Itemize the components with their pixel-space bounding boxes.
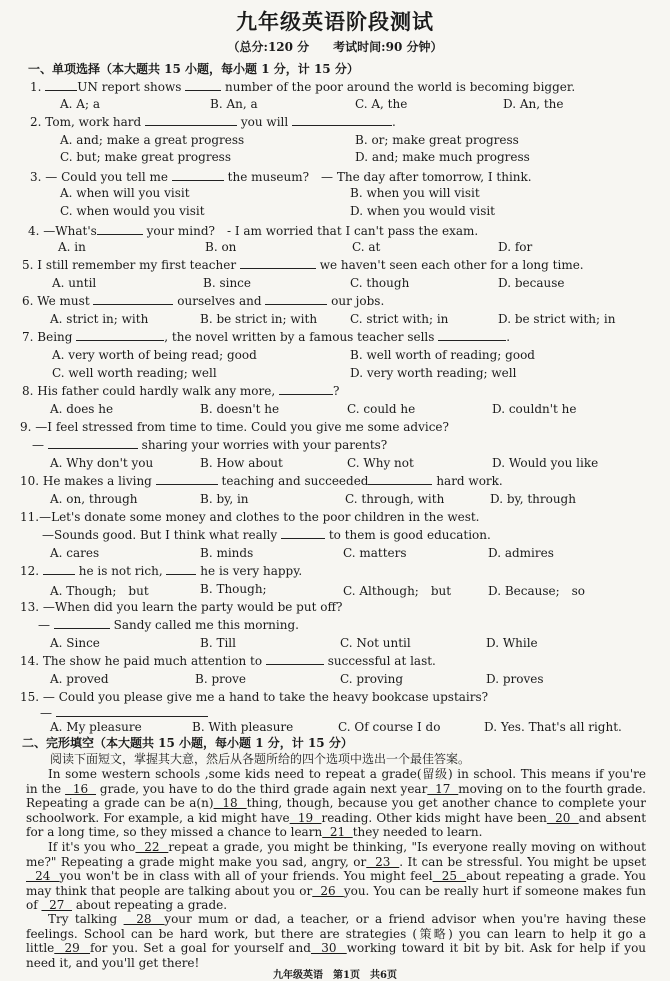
question-11-line2: —Sounds good. But I think what really to them is good education. [42, 528, 491, 542]
q15-option-b[interactable]: B. With pleasure [192, 720, 294, 734]
question-4: 4. —What's your mind? - I am worried that I can't pass the exam. [28, 224, 479, 238]
q4-option-c[interactable]: C. at [352, 240, 381, 254]
blank-30[interactable]: 30 [310, 941, 347, 955]
question-5: 5. I still remember my first teacher we haven't seen each other for a long time. [22, 258, 584, 272]
q3-option-d[interactable]: D. when you would visit [350, 204, 496, 218]
q1-option-d[interactable]: D. An, the [503, 97, 564, 111]
q14-option-d[interactable]: D. proves [486, 672, 544, 686]
q14-option-a[interactable]: A. proved [50, 672, 109, 686]
blank-20[interactable]: 20 [546, 810, 579, 825]
section2-heading: 二、完形填空（本大题共 15 小题，每小题 1 分，计 15 分） [22, 736, 353, 750]
q3-option-b[interactable]: B. when you will visit [350, 186, 480, 200]
blank-18[interactable]: 18 [213, 796, 247, 810]
q15-option-c[interactable]: C. Of course I do [338, 720, 441, 734]
exam-title: 九年级英语阶段测试 [236, 10, 434, 34]
q1-option-a[interactable]: A. A; a [60, 97, 100, 111]
question-7: 7. Being , the novel written by a famous teacher sells . [22, 330, 511, 344]
q12-option-a[interactable]: A. Though; but [50, 584, 149, 598]
page-footer: 九年级英语 第1页 共6页 [273, 970, 397, 981]
question-9: 9. —I feel stressed from time to time. Could you give me some advice? [20, 420, 449, 434]
q3-option-a[interactable]: A. when will you visit [60, 186, 190, 200]
q13-option-b[interactable]: B. Till [200, 636, 236, 650]
q9-option-b[interactable]: B. How about [200, 456, 283, 470]
question-9-line2: — sharing your worries with your parents? [32, 438, 388, 452]
blank-24[interactable]: 24 [26, 869, 60, 883]
q13-option-d[interactable]: D. While [486, 636, 538, 650]
q14-option-b[interactable]: B. prove [195, 672, 246, 686]
blank-28[interactable]: 28 [123, 912, 165, 926]
exam-subtitle: （总分:120 分 考试时间:90 分钟） [227, 40, 443, 54]
q12-option-c[interactable]: C. Although; but [343, 584, 452, 598]
blank-27[interactable]: 27 [41, 898, 73, 912]
q1-option-b[interactable]: B. An, a [210, 97, 258, 111]
q2-option-d[interactable]: D. and; make much progress [355, 150, 530, 164]
question-15-line2: — [40, 706, 208, 720]
q11-option-c[interactable]: C. matters [343, 546, 407, 560]
q13-option-a[interactable]: A. Since [50, 636, 100, 650]
q12-option-d[interactable]: D. Because; so [488, 584, 586, 598]
blank-23[interactable]: 23 [366, 854, 400, 869]
section2-instruction: 阅读下面短文，掌握其大意，然后从各题所给的四个选项中选出一个最佳答案。 [50, 752, 471, 766]
q7-option-c[interactable]: C. well worth reading; well [52, 366, 217, 380]
q2-option-c[interactable]: C. but; make great progress [60, 150, 231, 164]
question-1: 1. UN report shows number of the poor around the world is becoming bigger. [30, 80, 576, 94]
q8-option-a[interactable]: A. does he [50, 402, 114, 416]
q4-option-a[interactable]: A. in [58, 240, 86, 254]
q1-option-c[interactable]: C. A, the [355, 97, 408, 111]
q2-option-a[interactable]: A. and; make a great progress [60, 133, 245, 147]
q5-option-d[interactable]: D. because [498, 276, 565, 290]
question-12: 12. he is not rich, he is very happy. [20, 564, 303, 578]
blank-25[interactable]: 25 [432, 869, 467, 883]
q9-option-a[interactable]: A. Why don't you [50, 456, 154, 470]
q7-option-a[interactable]: A. very worth of being read; good [52, 348, 257, 362]
blank-19[interactable]: 19 [289, 810, 322, 825]
q14-option-c[interactable]: C. proving [340, 672, 404, 686]
blank-29[interactable]: 29 [54, 941, 91, 955]
q8-option-b[interactable]: B. doesn't he [200, 402, 280, 416]
q7-option-b[interactable]: B. well worth of reading; good [350, 348, 535, 362]
q6-option-c[interactable]: C. strict with; in [350, 312, 449, 326]
q10-option-d[interactable]: D. by, through [490, 492, 576, 506]
question-8: 8. His father could hardly walk any more, ? [22, 384, 340, 398]
question-2: 2. Tom, work hard you will . [30, 115, 396, 129]
blank-22[interactable]: 22 [135, 840, 169, 854]
q5-option-b[interactable]: B. since [203, 276, 251, 290]
q7-option-d[interactable]: D. very worth reading; well [350, 366, 517, 380]
question-13: 13. —When did you learn the party would be put off? [20, 600, 343, 614]
question-10: 10. He makes a living teaching and succeeded hard work. [20, 474, 503, 488]
q8-option-d[interactable]: D. couldn't he [492, 402, 577, 416]
question-6: 6. We must ourselves and our jobs. [22, 294, 385, 308]
blank-21[interactable]: 21 [322, 825, 353, 839]
q4-option-d[interactable]: D. for [498, 240, 533, 254]
question-15: 15. — Could you please give me a hand to take the heavy bookcase upstairs? [20, 690, 489, 704]
q5-option-a[interactable]: A. until [52, 276, 97, 290]
q11-option-b[interactable]: B. minds [200, 546, 254, 560]
q15-option-d[interactable]: D. Yes. That's all right. [484, 720, 622, 734]
blank-16[interactable]: 16 [65, 781, 97, 796]
q3-option-c[interactable]: C. when would you visit [60, 204, 205, 218]
question-14: 14. The show he paid much attention to successful at last. [20, 654, 436, 668]
q6-option-a[interactable]: A. strict in; with [50, 312, 149, 326]
q4-option-b[interactable]: B. on [205, 240, 237, 254]
q2-option-b[interactable]: B. or; make great progress [355, 133, 519, 147]
q6-option-b[interactable]: B. be strict in; with [200, 312, 318, 326]
q12-option-b[interactable]: B. Though; [200, 582, 267, 596]
q10-option-a[interactable]: A. on, through [50, 492, 138, 506]
question-13-line2: — Sandy called me this morning. [38, 618, 299, 632]
question-11: 11.—Let's donate some money and clothes to the poor children in the west. [20, 510, 480, 524]
q10-option-c[interactable]: C. through, with [345, 492, 445, 506]
q9-option-d[interactable]: D. Would you like [492, 456, 599, 470]
section1-heading: 一、单项选择（本大题共 15 小题，每小题 1 分，计 15 分） [28, 62, 359, 76]
q9-option-c[interactable]: C. Why not [347, 456, 414, 470]
blank-17[interactable]: 17 [427, 781, 459, 796]
passage-paragraph-2: If it's you who 22 repeat a grade, you might be thinking, "Is everyone really moving on without me?" Repeating a grade might make you sad, angry, or 23 . It can be stressful. You might be upset 24 you won't be in class with all of your friends. You might feel 25 about repeating a grade. You may think that people are talking about you or 26 you. You can be really hurt if someone makes fun of 27 about repeating a grade. [26, 840, 647, 912]
q11-option-a[interactable]: A. cares [50, 546, 100, 560]
q13-option-c[interactable]: C. Not until [340, 636, 411, 650]
q11-option-d[interactable]: D. admires [488, 546, 554, 560]
q10-option-b[interactable]: B. by, in [200, 492, 249, 506]
q15-option-a[interactable]: A. My pleasure [50, 720, 142, 734]
q8-option-c[interactable]: C. could he [347, 402, 416, 416]
q5-option-c[interactable]: C. though [350, 276, 410, 290]
passage-paragraph-3: Try talking 28 your mum or dad, a teacher, or a friend advisor when you're having these feelings. School can be hard work, but there are strategies (策略) you can learn to help it go a little 29 for you. Set a goal for yourself and 30 working toward it bit by bit. Ask for help if you need it, and you'll get there! [26, 912, 647, 970]
q6-option-d[interactable]: D. be strict with; in [498, 312, 616, 326]
blank-26[interactable]: 26 [312, 883, 344, 898]
passage-paragraph-1: In some western schools ,some kids need to repeat a grade(留级) in school. This means if you're in the 16 grade, you have to do the third grade again next year 17 moving on to the fourth grade. Repeating a grade can be a(n) 18 thing, though, because you get another chance to complete your schoolwork. For example, a kid might have 19 reading. Other kids might have been 20 and absent for a long time, so they missed a chance to learn 21 they needed to learn. [26, 767, 647, 839]
question-3: 3. — Could you tell me the museum? — The day after tomorrow, I think. [30, 170, 532, 184]
